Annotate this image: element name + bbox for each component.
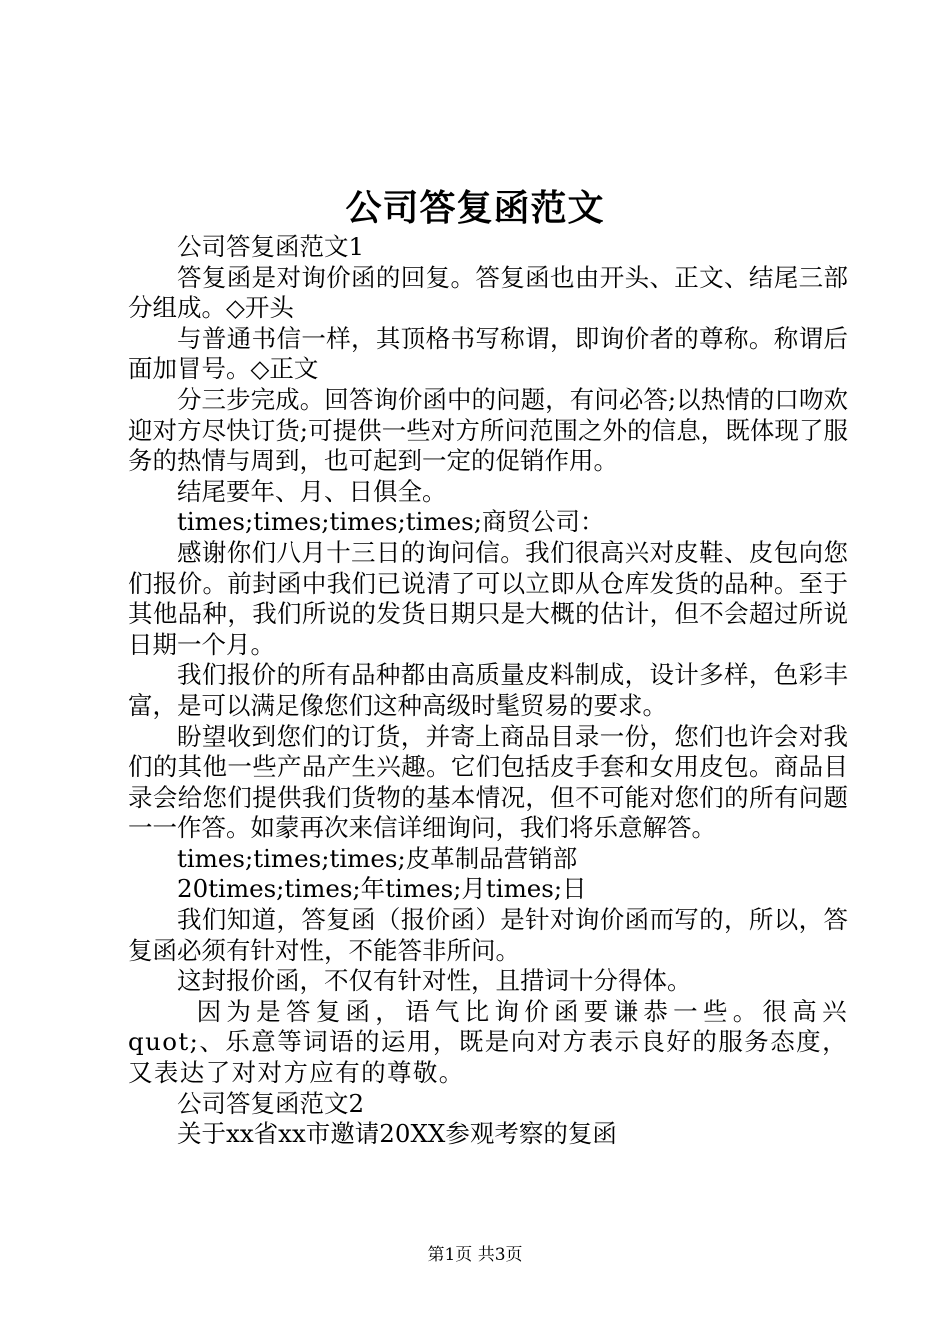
- letter-salutation: times;times;times;times;商贸公司：: [177, 507, 605, 537]
- paragraph: 分三步完成。回答询价函中的问题，有问必答;以热情的口吻欢迎对方尽快订货;可提供一些对方所问范围之外的信息，既体现了服务的热情与周到，也可起到一定的促销作用。: [128, 384, 848, 476]
- section-heading-2: 公司答复函范文2: [177, 1088, 365, 1118]
- letter-date: 20times;times;年times;月times;日: [177, 874, 587, 904]
- paragraph: 关于xx省xx市邀请20XX参观考察的复函: [177, 1119, 617, 1149]
- paragraph: 我们知道，答复函（报价函）是针对询价函而写的，所以，答复函必须有针对性，不能答非所问。: [128, 905, 848, 965]
- paragraph: 盼望收到您们的订货，并寄上商品目录一份，您们也许会对我们的其他一些产品产生兴趣。它们包括皮手套和女用皮包。商品目录会给您们提供我们货物的基本情况，但不可能对您们的所有问题一一作答。如蒙再次来信详细询问，我们将乐意解答。: [128, 721, 848, 843]
- section-heading-1: 公司答复函范文1: [177, 232, 365, 261]
- paragraph: 感谢你们八月十三日的询问信。我们很高兴对皮鞋、皮包向您们报价。前封函中我们已说清了可以立即从仓库发货的品种。至于其他品种，我们所说的发货日期只是大概的估计，但不会超过所说日期一个月。: [128, 537, 848, 659]
- paragraph: 我们报价的所有品种都由高质量皮料制成，设计多样，色彩丰富，是可以满足像您们这种高级时髦贸易的要求。: [128, 660, 848, 720]
- page-footer: 第1页 共3页: [427, 1245, 523, 1265]
- paragraph: 这封报价函，不仅有针对性，且措词十分得体。: [177, 966, 692, 996]
- paragraph: 答复函是对询价函的回复。答复函也由开头、正文、结尾三部分组成。◇开头: [128, 262, 848, 323]
- paragraph: 因为是答复函，语气比询价函要谦恭一些。很高兴quot;、乐意等词语的运用，既是向对方表示良好的服务态度，又表达了对对方应有的尊敬。: [128, 996, 848, 1088]
- letter-signature: times;times;times;皮革制品营销部: [177, 843, 578, 873]
- paragraph: 结尾要年、月、日俱全。: [177, 476, 447, 506]
- document-title: 公司答复函范文: [345, 187, 605, 229]
- paragraph: 与普通书信一样，其顶格书写称谓，即询价者的尊称。称谓后面加冒号。◇正文: [128, 323, 848, 384]
- document-body: [128, 232, 848, 1150]
